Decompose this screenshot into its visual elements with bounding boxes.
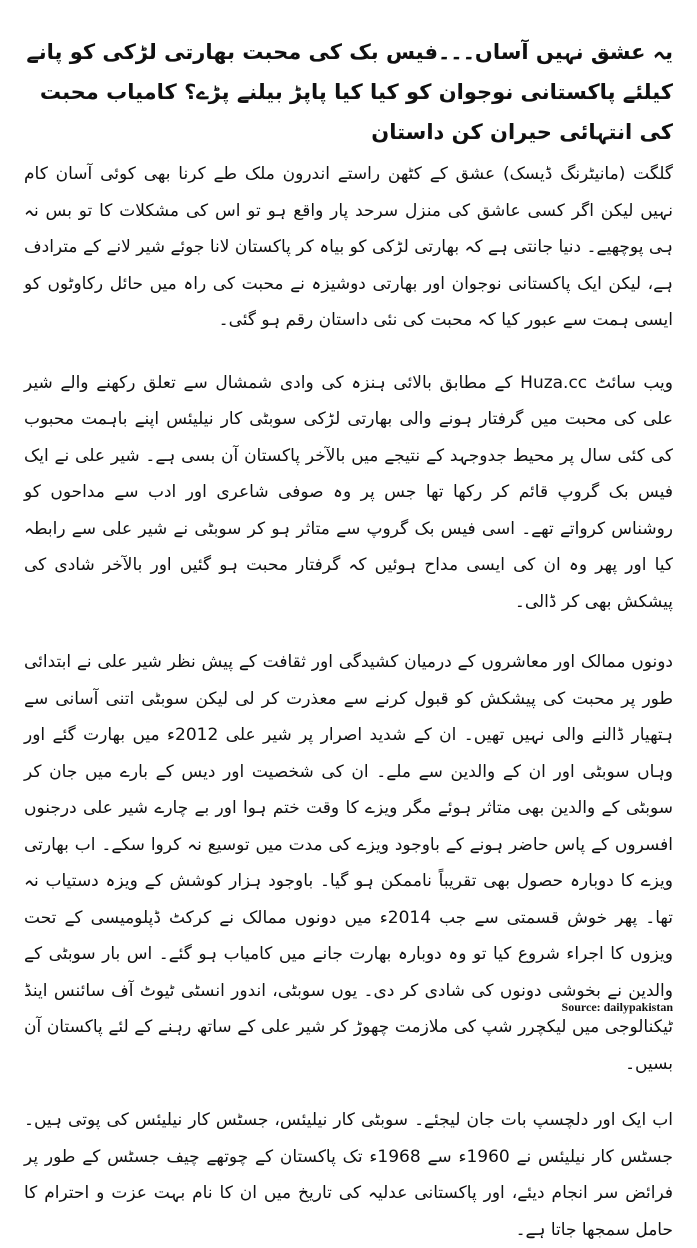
article-paragraph-visa-struggle: دونوں ممالک اور معاشروں کے درمیان کشیدگی اور ثقافت کے پیش نظر شیر علی نے ابتدائی طور پر محبت کی پیشکش کو قبول کرنے سے معذرت کر لی لیکن سوبٹی اتنی آسانی سے ہتھیار ڈالنے والی نہیں تھیں۔ ان کے شدید اصرار پر شیر علی 2012ء میں بھارت گئے اور وہاں سوبٹی اور ان کے والدین سے ملے۔ ان کی شخصیت اور دیس کے بارے میں جان کر سوبٹی کے والدین بھی متاثر ہوئے مگر ویزے کا وقت ختم ہوا اور بے چارے شیر علی درجنوں افسروں کے پاس حاضر ہونے کے باوجود ویزے کی مدت میں توسیع نہ کروا سکے۔ اب بھارتی ویزے کا دوبارہ حصول بھی تقریباً ناممکن ہو گیا۔ باوجود ہزار کوشش کے ویزہ دستیاب نہ تھا۔ پھر خوش قسمتی سے جب 2014ء میں دونوں ممالک نے کرکٹ ڈپلومیسی کے تحت ویزوں کا اجراء شروع کیا تو وہ دوبارہ بھارت جانے میں کامیاب ہو گئے۔ اس بار سوبٹی کے والدین نے بخوشی دونوں کی شادی کر دی۔ یوں سوبٹی، اندور انسٹی ٹیوٹ آف سائنس اینڈ ٹیکنالوجی میں لیکچرر شپ کی ملازمت چھوڑ کر شیر علی کے ساتھ رہنے کے لئے پاکستان آن بسیں۔ xyxy=(24,652,673,1074)
article-headline: یہ عشق نہیں آساں۔۔۔فیس بک کی محبت بھارتی لڑکی کو پانے کیلئے پاکستانی نوجوان کو کیا کیا پاپڑ بیلنے پڑے؟ کامیاب محبت کی انتہائی حیران کن داستان xyxy=(26,40,673,144)
article-paragraph-justice-cornelius: اب ایک اور دلچسپ بات جان لیجئے۔ سوبٹی کار نیلیئس، جسٹس کار نیلیئس کی پوتی ہیں۔ جسٹس کار نیلیئس نے 1960ء سے 1968ء تک پاکستان کے چوتھے چیف جسٹس کے طور پر فرائض سر انجام دیئے، اور پاکستانی عدلیہ کی تاریخ میں ان کا نام بہت عزت و احترام کا حامل سمجھا جاتا ہے۔ xyxy=(24,1110,673,1240)
article-paragraph-facebook-group: ویب سائٹ Huza.cc کے مطابق بالائی ہنزہ کی وادی شمشال سے تعلق رکھنے والے شیر علی کی محبت میں گرفتار ہونے والی بھارتی لڑکی سوبٹی کار نیلیئس اپنے باہمت محبوب کی کئی سال پر محیط جدوجہد کے نتیجے میں بالآخر پاکستان آن بسی ہے۔ شیر علی نے ایک فیس بک گروپ قائم کر رکھا تھا جس پر وہ صوفی شاعری اور ادب سے مداحوں کو روشناس کرواتے تھے۔ اسی فیس بک گروپ سے متاثر ہو کر سوبٹی نے شیر علی سے رابطہ کیا اور پھر وہ ان کی ایسی مداح ہوئیں کہ گرفتار محبت ہو گئیں اور بالآخر شادی کی پیشکش بھی کر ڈالی۔ xyxy=(24,372,673,612)
article-paragraph-intro: گلگت (مانیٹرنگ ڈیسک) عشق کے کٹھن راستے اندرون ملک طے کرنا بھی کوئی آسان کام نہیں لیکن اگر کسی عاشق کی منزل سرحد پار واقع ہو تو اس کی مشکلات کا تو بس نہ ہی پوچھیے۔ دنیا جانتی ہے کہ بھارتی لڑکی کو بیاہ کر پاکستان لانا جوئے شیر لانے کے مترادف ہے، لیکن ایک پاکستانی نوجوان اور بھارتی دوشیزہ نے محبت کی راہ میں حائل رکاوٹوں کو ایسی ہمت سے عبور کیا کہ محبت کی نئی داستان رقم ہو گئی۔ xyxy=(24,164,673,330)
source-credit: Source: dailypakistan xyxy=(561,1000,673,1014)
